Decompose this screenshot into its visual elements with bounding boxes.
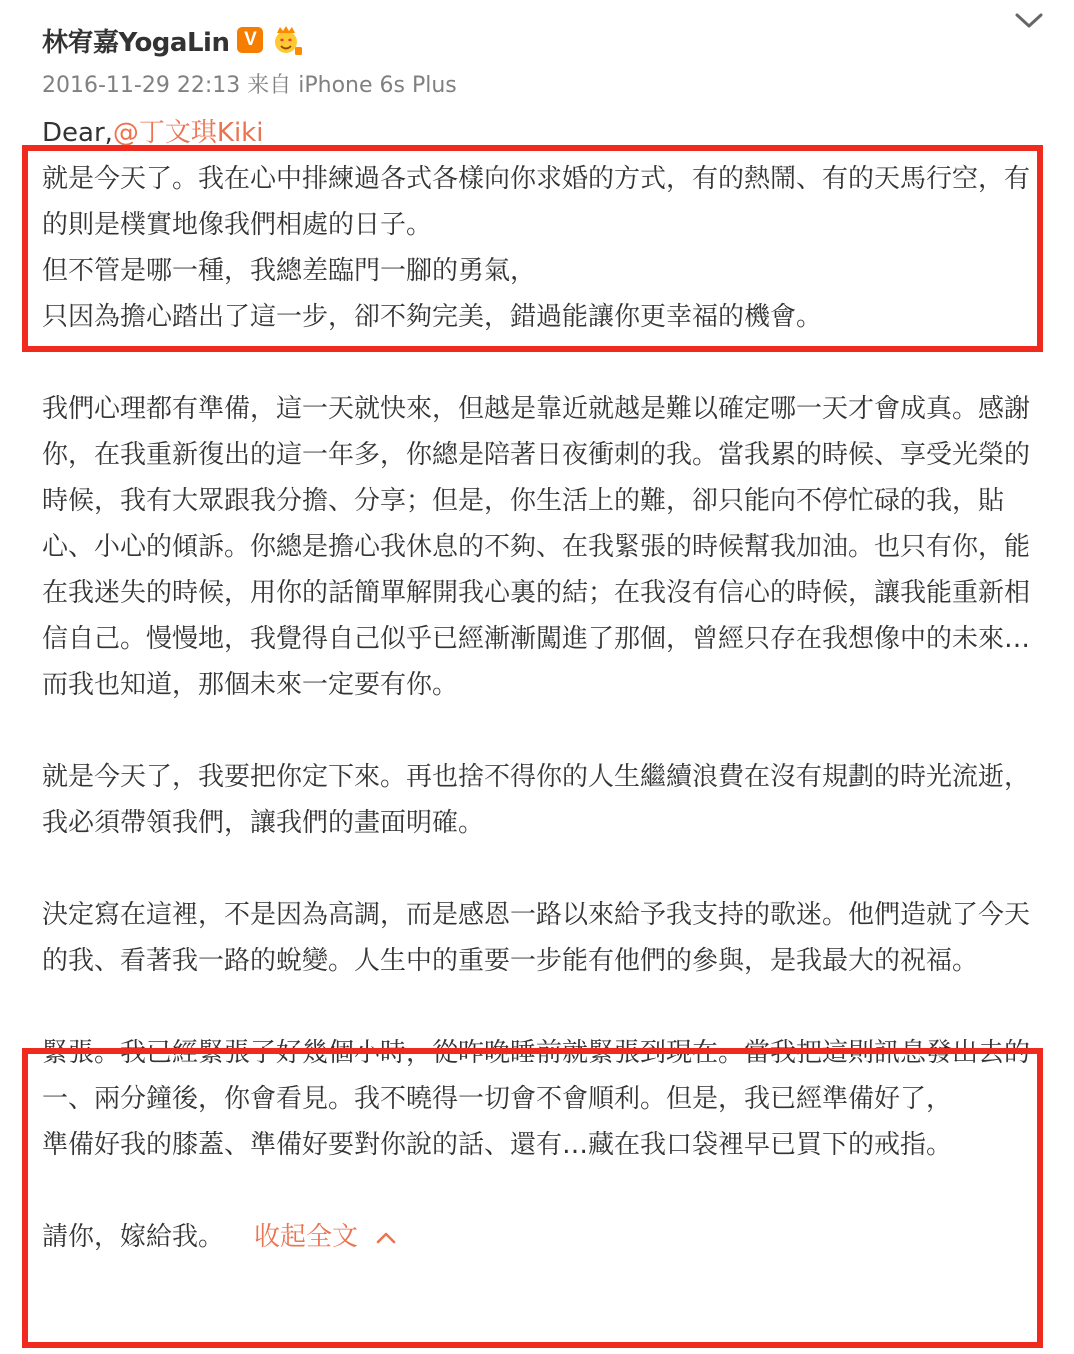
closing-text: 請你，嫁給我。	[42, 1222, 225, 1252]
paragraph: 緊張。我已經緊張了好幾個小時，從昨晚睡前就緊張到現在。當我把這則訊息發出去的一、兩分鐘後，你會看見。我不曉得一切會不會順利。但是，我已經準備好了，	[42, 1038, 1031, 1114]
paragraph: 準備好我的膝蓋、準備好要對你說的話、還有…藏在我口袋裡早已買下的戒指。	[42, 1130, 953, 1160]
closing-line	[42, 1214, 1032, 1260]
paragraph: 我們心理都有準備，這一天就快來，但越是靠近就越是難以確定哪一天才會成真。感謝你，在我重新復出的這一年多，你總是陪著日夜衝刺的我。當我累的時候、享受光榮的時候，我有大眾跟我分擔、分享；但是，你生活上的難，卻只能向不停忙碌的我，貼心、小心的傾訴。你總是擔心我休息的不夠、在我緊張的時候幫我加油。也只有你，能在我迷失的時候，用你的話簡單解開我心裏的結；在我沒有信心的時候，讓我能重新相信自己。慢慢地，我覺得自己似乎已經漸漸闖進了那個，曾經只存在我想像中的未來…而我也知道，那個未來一定要有你。	[42, 394, 1031, 700]
chevron-down-icon[interactable]	[1014, 10, 1044, 32]
chevron-up-icon[interactable]	[376, 1231, 396, 1245]
author-name[interactable]: 林宥嘉YogaLin	[42, 27, 230, 58]
paragraph: 但不管是哪一種，我總差臨門一腳的勇氣，	[42, 256, 537, 286]
post-meta	[42, 68, 457, 99]
collapse-button[interactable]: 收起全文	[254, 1222, 359, 1252]
paragraph: 就是今天了。我在心中排練過各式各樣向你求婚的方式，有的熱鬧、有的天馬行空，有的則是樸實地像我們相處的日子。	[42, 164, 1031, 240]
post-body	[42, 110, 1032, 1260]
paragraph: 就是今天了，我要把你定下來。再也捨不得你的人生繼續浪費在沒有規劃的時光流逝，我必須帶領我們，讓我們的畫面明確。	[42, 762, 1031, 838]
mention-link[interactable]: @丁文琪Kiki	[112, 118, 264, 148]
greeting-prefix: Dear,	[42, 118, 113, 148]
post-source: 来自 iPhone 6s Plus	[247, 73, 457, 98]
post-header	[42, 18, 303, 62]
greeting-line	[42, 110, 1032, 156]
paragraph: 決定寫在這裡，不是因為高調，而是感恩一路以來給予我支持的歌迷。他們造就了今天的我、看著我一路的蛻變。人生中的重要一步能有他們的參與，是我最大的祝福。	[42, 900, 1031, 976]
post-timestamp[interactable]: 2016-11-29 22:13	[42, 73, 241, 98]
paragraph: 只因為擔心踏出了這一步，卻不夠完美，錯過能讓你更幸福的機會。	[42, 302, 823, 332]
verified-badge-icon[interactable]: V	[237, 27, 263, 53]
crown-face-icon[interactable]	[271, 24, 303, 56]
